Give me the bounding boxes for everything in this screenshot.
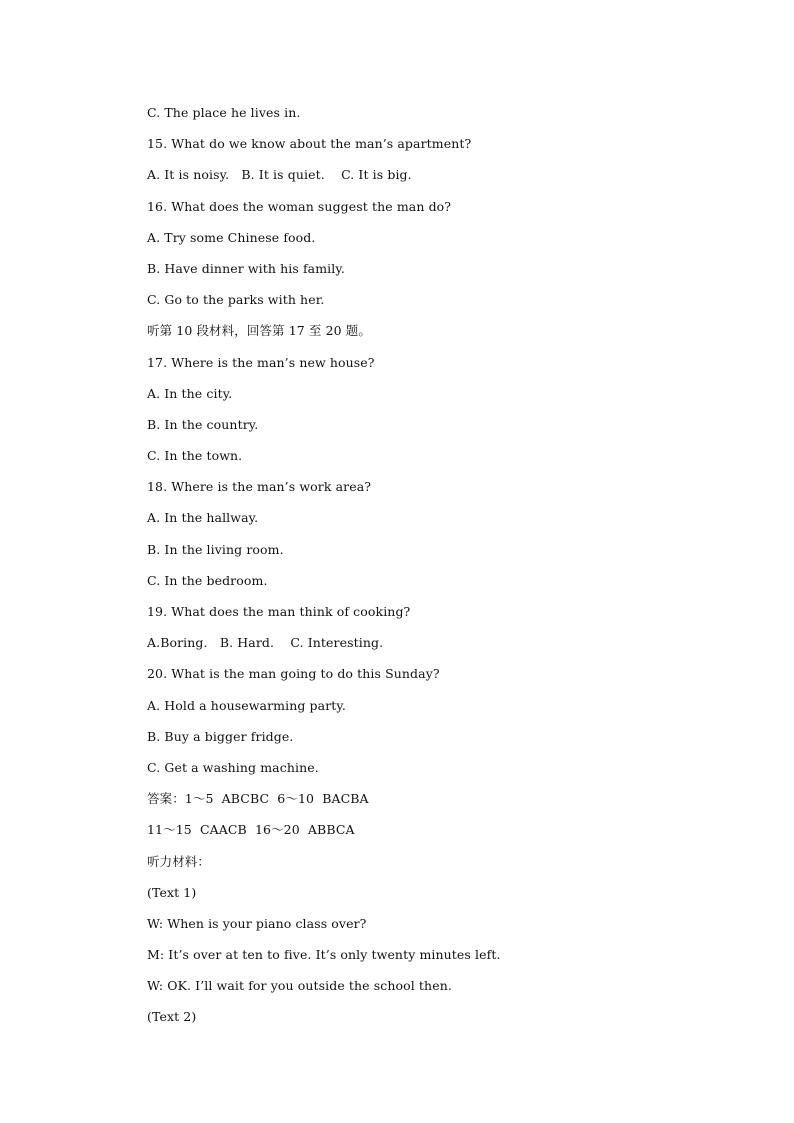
text-line: A. In the city. xyxy=(147,385,233,401)
text-line: B. In the living room. xyxy=(147,541,284,557)
text-line: 18. Where is the man’s work area? xyxy=(147,479,372,495)
text-line: A. It is noisy. B. It is quiet. C. It is big. xyxy=(147,167,412,183)
text-line: A.Boring. B. Hard. C. Interesting. xyxy=(147,635,384,651)
document-body xyxy=(147,102,747,1038)
answer-key-line: 11～15 CAACB 16～20 ABBCA xyxy=(147,822,355,838)
text-line: B. Have dinner with his family. xyxy=(147,260,345,276)
section-instruction: 听第 10 段材料，回答第 17 至 20 题。 xyxy=(147,323,371,339)
text-line: 19. What does the man think of cooking? xyxy=(147,604,411,619)
text-line: B. Buy a bigger fridge. xyxy=(147,728,294,744)
text-line: (Text 2) xyxy=(147,1009,197,1025)
text-line: B. In the country. xyxy=(147,416,259,432)
text-line: 17. Where is the man’s new house? xyxy=(147,354,375,370)
answer-key-line: 答案：1～5 ABCBC 6～10 BACBA xyxy=(147,791,369,807)
text-line: 20. What is the man going to do this Sunday? xyxy=(147,666,440,682)
text-line: C. In the town. xyxy=(147,448,243,464)
text-line: 16. What does the woman suggest the man do? xyxy=(147,198,452,214)
text-line: 15. What do we know about the man’s apartment? xyxy=(147,136,472,152)
section-heading: 听力材料： xyxy=(147,853,211,869)
text-line: C. In the bedroom. xyxy=(147,572,268,588)
dialogue-line: W: OK. I’ll wait for you outside the school then. xyxy=(147,978,452,994)
text-line: A. Hold a housewarming party. xyxy=(147,697,346,713)
text-line: (Text 1) xyxy=(147,884,197,900)
text-line: A. Try some Chinese food. xyxy=(147,229,316,245)
text-line: C. The place he lives in. xyxy=(147,105,301,120)
dialogue-line: M: It’s over at ten to five. It’s only twenty minutes left. xyxy=(147,947,501,963)
dialogue-line: W: When is your piano class over? xyxy=(147,915,367,931)
text-line: C. Get a washing machine. xyxy=(147,759,319,775)
text-line: C. Go to the parks with her. xyxy=(147,292,325,308)
text-line: A. In the hallway. xyxy=(147,510,259,526)
